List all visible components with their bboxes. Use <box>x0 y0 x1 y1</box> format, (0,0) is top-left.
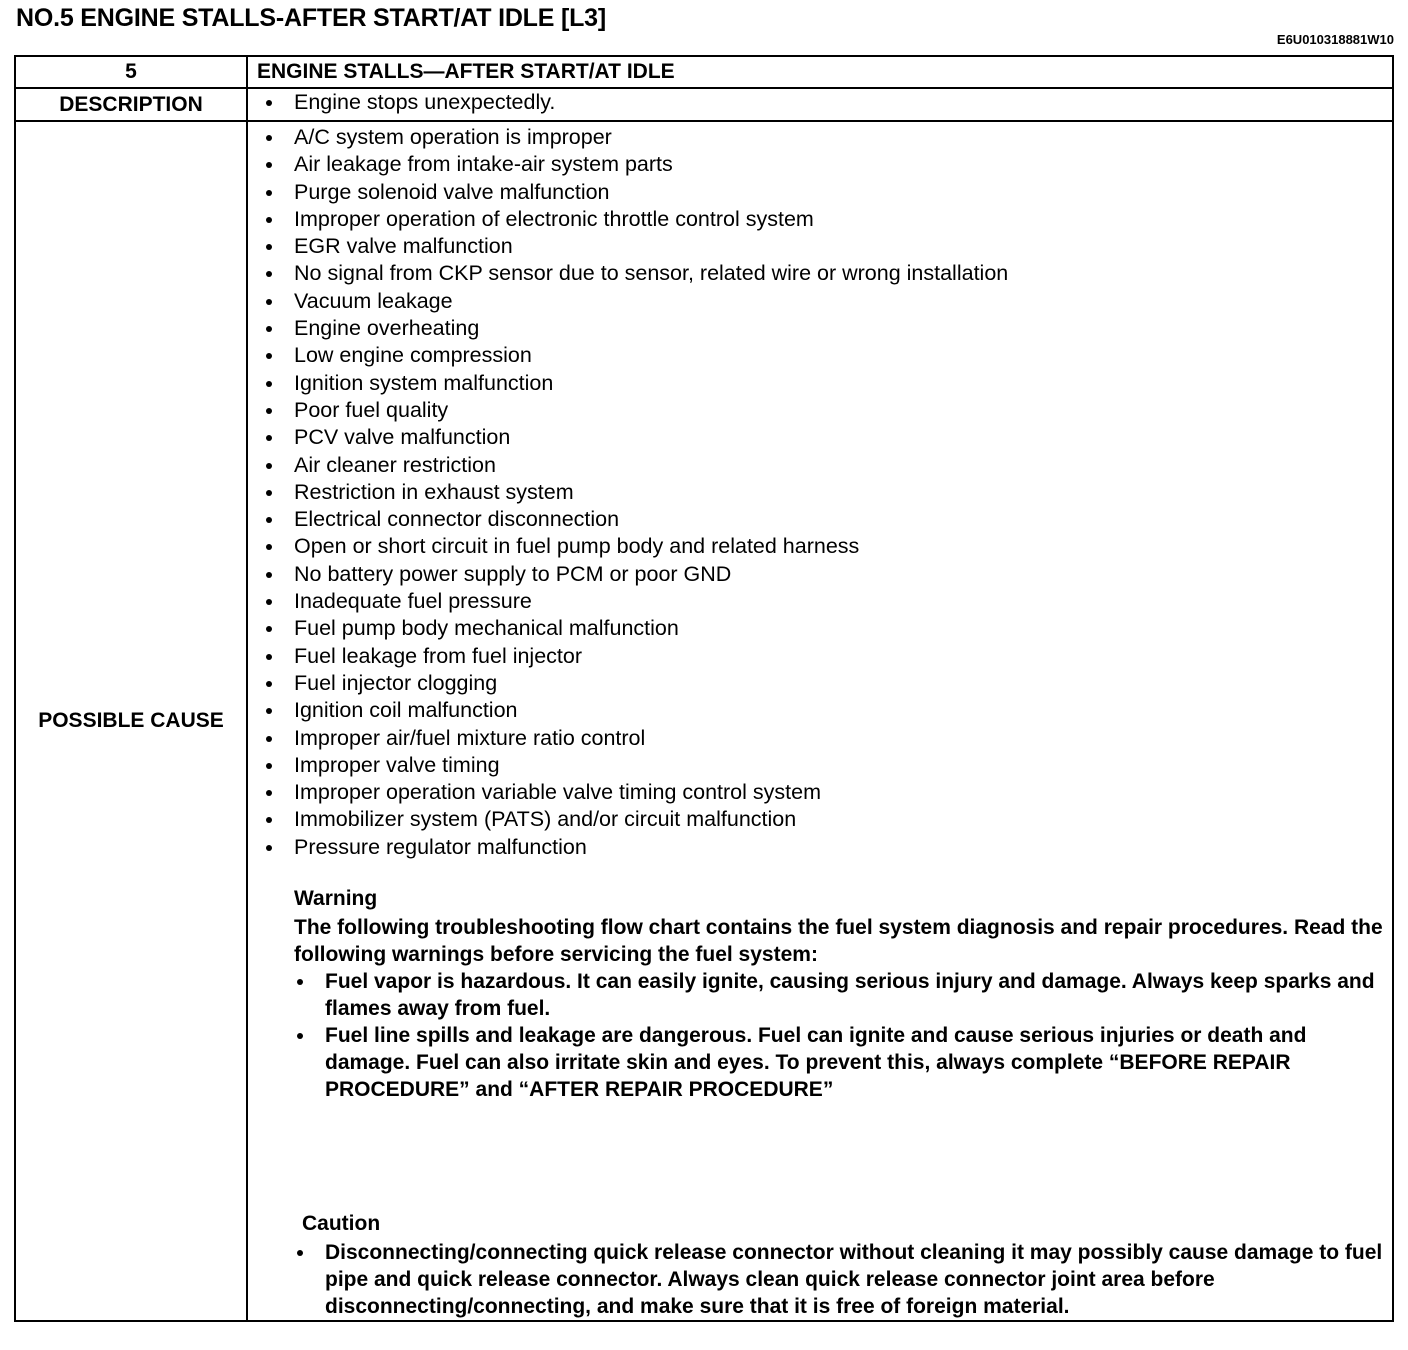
possible-cause-item: Ignition system malfunction <box>260 370 1392 397</box>
possible-cause-item: Air leakage from intake-air system parts <box>260 151 1392 178</box>
possible-cause-item: Low engine compression <box>260 342 1392 369</box>
possible-cause-item: Improper operation variable valve timing control system <box>260 779 1392 806</box>
description-label: DESCRIPTION <box>15 88 247 121</box>
possible-cause-item: Pressure regulator malfunction <box>260 834 1392 861</box>
warning-item: Fuel line spills and leakage are dangerous. Fuel can ignite and cause serious injuries or death and damage. Fuel can also irritate skin and eyes. To prevent this, always complete “BEFORE REPAIR PROCEDURE” and “AFTER REPAIR PROCEDURE” <box>294 1022 1384 1103</box>
possible-cause-item: Ignition coil malfunction <box>260 697 1392 724</box>
warning-block <box>294 885 1384 1103</box>
possible-cause-item: Purge solenoid valve malfunction <box>260 179 1392 206</box>
possible-cause-item: No battery power supply to PCM or poor GND <box>260 561 1392 588</box>
page-title: NO.5 ENGINE STALLS-AFTER START/AT IDLE [L3] <box>16 4 606 32</box>
warning-intro: The following troubleshooting flow chart contains the fuel system diagnosis and repair procedures. Read the following warnings before servicing the fuel system: <box>294 916 1383 967</box>
table-header-row <box>15 56 1393 88</box>
possible-cause-item: EGR valve malfunction <box>260 233 1392 260</box>
possible-cause-item: Engine overheating <box>260 315 1392 342</box>
caution-heading: Caution <box>302 1212 381 1236</box>
document-code: E6U010318881W10 <box>1276 32 1394 47</box>
possible-cause-item: Fuel leakage from fuel injector <box>260 643 1392 670</box>
caution-item: Disconnecting/connecting quick release connector without cleaning it may possibly cause damage to fuel pipe and quick release connector. Always clean quick release connector joint area before disconnecting/connecting, and make sure that it is free of foreign material. <box>294 1239 1384 1320</box>
possible-cause-item: Open or short circuit in fuel pump body and related harness <box>260 533 1392 560</box>
possible-cause-item: Fuel injector clogging <box>260 670 1392 697</box>
warning-item: Fuel vapor is hazardous. It can easily ignite, causing serious injury and damage. Always keep sparks and flames away from fuel. <box>294 968 1384 1022</box>
possible-cause-item: PCV valve malfunction <box>260 424 1392 451</box>
possible-cause-item: A/C system operation is improper <box>260 124 1392 151</box>
caution-list <box>294 1239 1384 1320</box>
possible-cause-item: Restriction in exhaust system <box>260 479 1392 506</box>
warning-list <box>294 968 1384 1103</box>
possible-cause-cell <box>247 121 1393 1321</box>
warning-heading: Warning <box>294 887 378 911</box>
possible-cause-item: Improper valve timing <box>260 752 1392 779</box>
troubleshooting-table <box>14 55 1394 1322</box>
description-list <box>248 89 1392 116</box>
possible-cause-item: Inadequate fuel pressure <box>260 588 1392 615</box>
possible-cause-item: Air cleaner restriction <box>260 452 1392 479</box>
description-item: Engine stops unexpectedly. <box>260 89 1392 116</box>
possible-cause-item: Fuel pump body mechanical malfunction <box>260 615 1392 642</box>
possible-cause-item: Immobilizer system (PATS) and/or circuit malfunction <box>260 806 1392 833</box>
possible-cause-item: Vacuum leakage <box>260 288 1392 315</box>
possible-cause-item: Poor fuel quality <box>260 397 1392 424</box>
possible-cause-item: Improper air/fuel mixture ratio control <box>260 725 1392 752</box>
possible-cause-item: Electrical connector disconnection <box>260 506 1392 533</box>
header-number: 5 <box>15 56 247 88</box>
possible-cause-item: No signal from CKP sensor due to sensor, related wire or wrong installation <box>260 260 1392 287</box>
header-title: ENGINE STALLS—AFTER START/AT IDLE <box>247 56 1393 88</box>
description-row <box>15 88 1393 121</box>
possible-cause-row <box>15 121 1393 1321</box>
description-cell <box>247 88 1393 121</box>
caution-block <box>302 1210 1384 1320</box>
possible-cause-label: POSSIBLE CAUSE <box>15 121 247 1321</box>
possible-cause-item: Improper operation of electronic throttle control system <box>260 206 1392 233</box>
possible-cause-list <box>248 122 1392 861</box>
